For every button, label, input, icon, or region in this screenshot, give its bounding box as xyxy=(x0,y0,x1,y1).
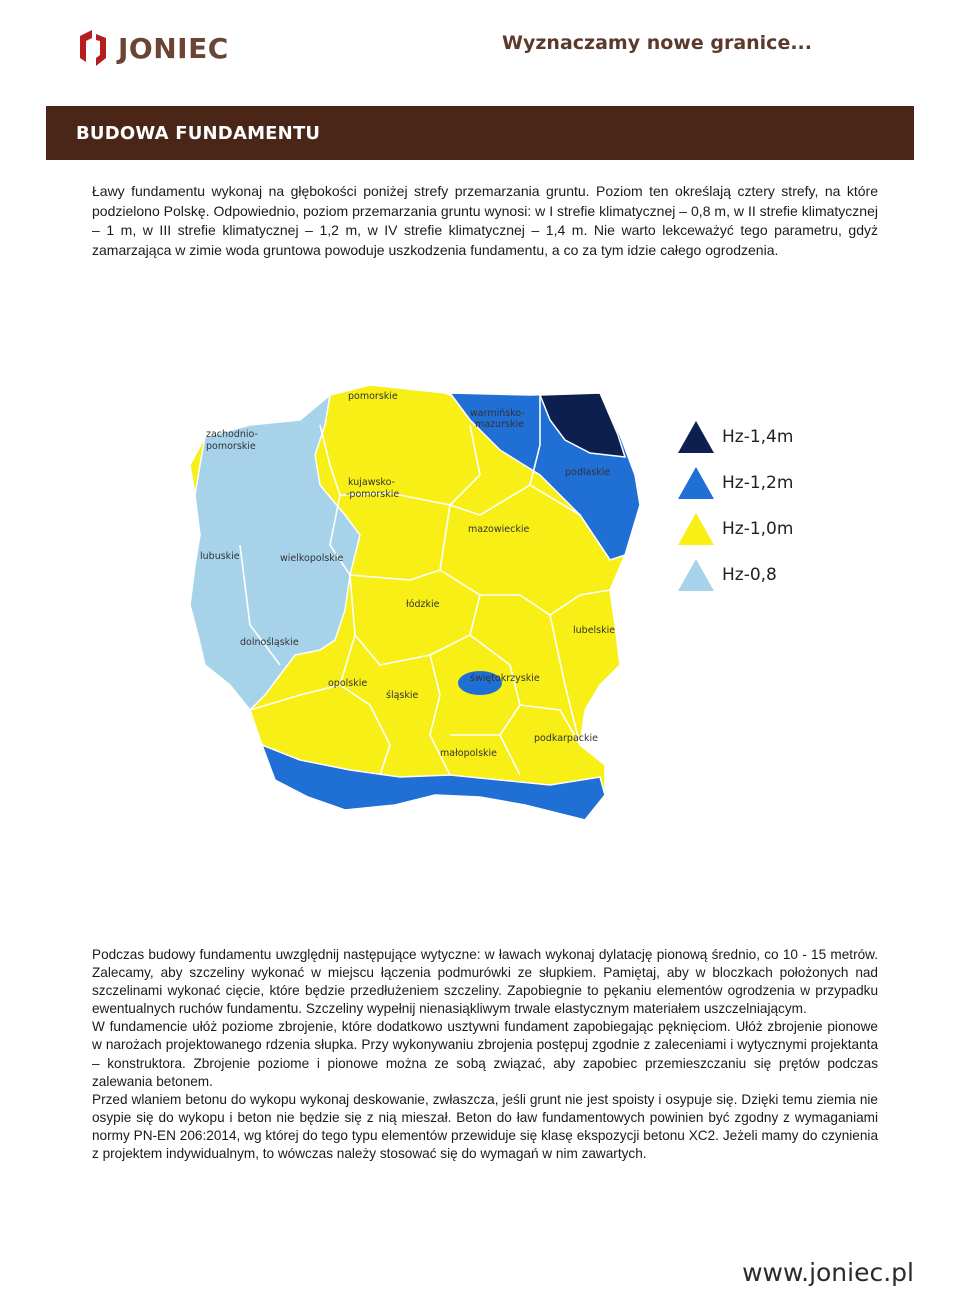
label-zachodniopomorskie-2: pomorskie xyxy=(206,441,256,452)
label-wielkopolskie: wielkopolskie xyxy=(280,553,344,564)
label-mazowieckie: mazowieckie xyxy=(468,524,530,535)
label-malopolskie: małopolskie xyxy=(440,748,498,759)
legend-item-hz10 xyxy=(676,506,793,552)
logo-mark-icon xyxy=(76,28,110,68)
section-title: BUDOWA FUNDAMENTU xyxy=(76,122,321,144)
triangle-swatch-icon xyxy=(676,509,716,549)
label-slaskie: śląskie xyxy=(386,690,419,701)
legend-label: Hz-1,4m xyxy=(722,427,794,447)
logo-wordmark: JONIEC xyxy=(118,31,229,65)
label-warminsko-2: mazurskie xyxy=(475,419,524,430)
label-lubuskie: lubuskie xyxy=(200,551,240,562)
company-logo[interactable] xyxy=(76,26,229,70)
website-link[interactable]: www.joniec.pl xyxy=(742,1258,914,1287)
label-warminsko-1: warmińsko- xyxy=(470,408,525,419)
label-podlaskie: podlaskie xyxy=(565,467,611,478)
label-pomorskie: pomorskie xyxy=(348,391,398,402)
label-kujawsko-1: kujawsko- xyxy=(348,477,395,488)
legend-item-hz12 xyxy=(676,460,793,506)
label-opolskie: opolskie xyxy=(328,678,368,689)
label-podkarpackie: podkarpackie xyxy=(534,733,598,744)
legend-item-hz08 xyxy=(676,552,793,598)
label-swietokrzyskie: świętokrzyskie xyxy=(470,673,540,684)
triangle-swatch-icon xyxy=(676,417,716,457)
label-dolnoslaskie: dolnośląskie xyxy=(240,637,299,648)
label-lubelskie: lubelskie xyxy=(573,625,616,636)
label-zachodniopomorskie-1: zachodnio- xyxy=(206,429,258,440)
paragraph-reinforcement: W fundamencie ułóż poziome zbrojenie, które dodatkowo usztywni fundament zapobiegając pęknięciom. Ułóż zbrojenie pionowe w narożach projektowanego rdzenia słupka. Przy wykonywaniu zbrojenia postępuj zgodnie z zaleceniami i wytycznymi projektanta – konstruktora. Zbrojenie poziome i pionowe można ze sobą związać, aby zapobiec przemieszczaniu się prętów podczas zalewania betonem. xyxy=(92,1019,878,1089)
map-legend xyxy=(676,414,793,598)
intro-text: Ławy fundamentu wykonaj na głębokości poniżej strefy przemarzania gruntu. Poziom ten określają cztery strefy, na które podzielono Polskę. Odpowiednio, poziom przemarzania gruntu wynosi: w I strefie klimatycznej – 0,8 m, w II strefie klimatycznej – 1 m, w III strefie klimatycznej – 1,2 m, w IV strefie klimatycznej – 1,4 m. Nie warto lekceważyć tego parametru, gdyż zamarzająca w zimie woda gruntowa powoduje uszkodzenia fundamentu, a co za tym idzie całego ogrodzenia. xyxy=(92,183,878,258)
guidelines-text xyxy=(92,946,878,1163)
intro-paragraph xyxy=(92,182,878,260)
triangle-swatch-icon xyxy=(676,555,716,595)
label-kujawsko-2: -pomorskie xyxy=(346,489,400,500)
paragraph-dilatation: Podczas budowy fundamentu uwzględnij następujące wytyczne: w ławach wykonaj dylatację pionową średnio, co 10 - 15 metrów. Zalecamy, aby szczeliny wykonać w miejscu łączenia podmurówki ze słupkiem. Pamiętaj, aby w bloczkach położonych nad szczelinami wykonać cięcie, które będzie przedłużeniem szczeliny. Zapobiegnie to pękaniu elementów ogrodzenia w przypadku ewentualnych ruchów fundamentu. Szczeliny wypełnij nienasiąkliwym trwale elastycznym materiałem uszczelniającym. xyxy=(92,947,878,1017)
triangle-swatch-icon xyxy=(676,463,716,503)
legend-label: Hz-0,8 xyxy=(722,565,777,585)
legend-label: Hz-1,2m xyxy=(722,473,794,493)
legend-item-hz14 xyxy=(676,414,793,460)
section-header-bar xyxy=(46,106,914,160)
tagline: Wyznaczamy nowe granice... xyxy=(502,32,812,54)
legend-label: Hz-1,0m xyxy=(722,519,794,539)
label-lodzkie: łódzkie xyxy=(406,599,440,610)
paragraph-formwork: Przed wlaniem betonu do wykopu wykonaj deskowanie, zwłaszcza, jeśli grunt nie jest spoisty i osypuje się. Dzięki temu ziemia nie osypie się do wykopu i beton nie będzie się z nią mieszał. Beton do ław fundamentowych powinien być zgodny z wymaganiami normy PN-EN 206:2014, wg której do tego typu elementów przewiduje się klasę ekspozycji betonu XC2. Jeżeli mamy do czynienia z projektem indywidualnym, to wówczas należy stosować się do wymagań w nim zawartych. xyxy=(92,1091,878,1162)
